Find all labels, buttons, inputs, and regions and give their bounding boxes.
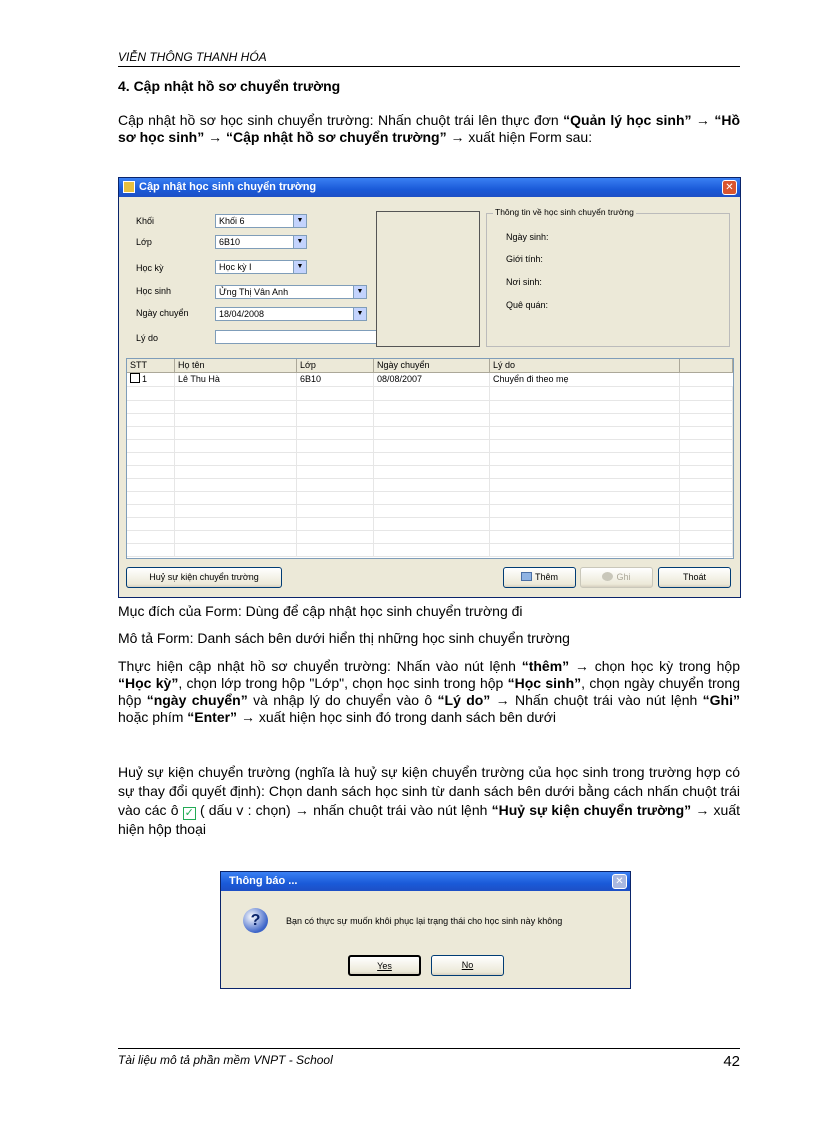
row-ngay: 08/08/2007 xyxy=(374,373,490,386)
empty-table-row xyxy=(127,426,733,440)
label-lydo: Lý do xyxy=(136,333,159,343)
empty-table-row xyxy=(127,387,733,401)
footer-text: Tài liệu mô tả phần mềm VNPT - School xyxy=(118,1053,333,1067)
empty-cell xyxy=(374,504,490,517)
question-icon: ? xyxy=(243,908,268,933)
empty-cell xyxy=(374,413,490,426)
empty-cell xyxy=(680,439,733,452)
lop-value: 6B10 xyxy=(219,237,241,247)
col-lop[interactable]: Lớp xyxy=(297,359,374,372)
empty-table-row xyxy=(127,517,733,531)
info-quequan: Quê quán: xyxy=(506,300,549,310)
page-number: 42 xyxy=(723,1053,740,1070)
empty-cell xyxy=(490,413,680,426)
empty-cell xyxy=(374,400,490,413)
empty-cell xyxy=(127,543,175,556)
table-row[interactable] xyxy=(127,373,733,387)
empty-cell xyxy=(175,452,297,465)
empty-table-row xyxy=(127,491,733,505)
save-label: Ghi xyxy=(616,572,631,582)
empty-cell xyxy=(680,387,733,400)
empty-cell xyxy=(680,530,733,543)
empty-table-row xyxy=(127,452,733,466)
purpose-paragraph: Mục đích của Form: Dùng để cập nhật học sinh chuyển trường đi xyxy=(118,603,523,619)
empty-cell xyxy=(490,504,680,517)
empty-cell xyxy=(490,426,680,439)
empty-cell xyxy=(127,426,175,439)
empty-cell xyxy=(127,530,175,543)
chevron-down-icon[interactable]: ▼ xyxy=(293,236,306,248)
empty-cell xyxy=(175,530,297,543)
info-gioitinh: Giới tính: xyxy=(506,254,543,264)
empty-cell xyxy=(297,452,374,465)
empty-cell xyxy=(680,413,733,426)
add-button[interactable] xyxy=(503,567,576,588)
empty-cell xyxy=(680,478,733,491)
add-label: Thêm xyxy=(534,572,558,582)
empty-cell xyxy=(175,465,297,478)
empty-cell xyxy=(127,478,175,491)
empty-cell xyxy=(490,517,680,530)
transfer-form-window xyxy=(118,177,741,598)
col-hoten[interactable]: Họ tên xyxy=(175,359,297,372)
student-photo xyxy=(376,211,480,347)
close-icon[interactable]: ✕ xyxy=(722,180,737,195)
empty-cell xyxy=(127,517,175,530)
hocsinh-value: Ửng Thị Vân Anh xyxy=(219,287,289,297)
info-noisinh: Nơi sinh: xyxy=(506,277,542,287)
row-lop: 6B10 xyxy=(297,373,374,386)
transfer-grid xyxy=(126,358,734,559)
empty-cell xyxy=(175,478,297,491)
dialog-title: Thông báo ... xyxy=(229,875,298,887)
add-icon xyxy=(521,572,532,581)
section-title: 4. Cập nhật hồ sơ chuyển trường xyxy=(118,78,341,94)
info-ngaysinh: Ngày sinh: xyxy=(506,232,549,242)
empty-cell xyxy=(374,452,490,465)
confirm-dialog xyxy=(220,871,631,989)
empty-cell xyxy=(680,517,733,530)
procedure-paragraph: Thực hiện cập nhật hồ sơ chuyển trường: Nhấn vào nút lệnh “thêm” → chọn học kỳ trong hộp “Học kỳ”, chọn lớp trong hộp "Lớp", chọn học sinh trong hộp “Học sinh”, chọn ngày chuyển trong hộp “ngày chuyển” và nhập lý do chuyển vào ô “Lý do” → Nhấn chuột trái vào nút lệnh “Ghi” hoặc phím “Enter” → xuất hiện học sinh đó trong danh sách bên dưới xyxy=(118,658,740,725)
row-checkbox[interactable] xyxy=(130,373,140,383)
empty-cell xyxy=(374,530,490,543)
empty-cell xyxy=(374,426,490,439)
empty-cell xyxy=(680,465,733,478)
col-filler xyxy=(680,359,733,372)
empty-cell xyxy=(490,452,680,465)
empty-cell xyxy=(490,439,680,452)
hocsinh-select[interactable] xyxy=(215,285,367,299)
empty-cell xyxy=(127,452,175,465)
empty-cell xyxy=(297,478,374,491)
khoi-value: Khối 6 xyxy=(219,216,245,226)
empty-table-row xyxy=(127,400,733,414)
empty-cell xyxy=(374,491,490,504)
label-hocsinh: Học sinh xyxy=(136,286,172,296)
empty-cell xyxy=(680,543,733,556)
description-paragraph: Mô tả Form: Danh sách bên dưới hiển thị những học sinh chuyển trường xyxy=(118,630,570,646)
empty-table-row xyxy=(127,439,733,453)
empty-cell xyxy=(175,439,297,452)
ngaychuyen-date[interactable] xyxy=(215,307,367,321)
empty-cell xyxy=(175,387,297,400)
empty-table-row xyxy=(127,465,733,479)
col-stt[interactable]: STT xyxy=(127,359,175,372)
empty-cell xyxy=(490,491,680,504)
empty-cell xyxy=(127,491,175,504)
lop-select[interactable] xyxy=(215,235,307,249)
empty-cell xyxy=(680,426,733,439)
empty-cell xyxy=(490,530,680,543)
row-stt xyxy=(127,373,175,386)
chevron-down-icon[interactable]: ▼ xyxy=(353,308,366,320)
checkbox-checked-icon: ✓ xyxy=(184,807,194,819)
empty-table-row xyxy=(127,504,733,518)
grid-header xyxy=(127,359,733,373)
cancel-paragraph: Huỷ sự kiện chuyển trường (nghĩa là huỷ sự kiện chuyển trường của học sinh trong trường hợp có sự thay đổi quyết định): Chọn danh sách học sinh từ danh sách bên dưới bằng cách nhấn chuột trái vào các ô ✓ ( dấu v : chọn) → nhấn chuột trái vào nút lệnh “Huỷ sự kiện chuyển trường” → xuất hiện hộp thoại xyxy=(118,764,741,837)
empty-cell xyxy=(175,426,297,439)
empty-cell xyxy=(175,413,297,426)
empty-cell xyxy=(297,504,374,517)
empty-cell xyxy=(374,543,490,556)
row-stt-value: 1 xyxy=(142,374,148,384)
empty-cell xyxy=(374,465,490,478)
khoi-select[interactable] xyxy=(215,214,307,228)
empty-cell xyxy=(297,465,374,478)
empty-cell xyxy=(175,491,297,504)
cancel-transfer-button[interactable]: Huỷ sự kiện chuyển trường xyxy=(126,567,282,588)
empty-cell xyxy=(490,465,680,478)
empty-cell xyxy=(297,491,374,504)
empty-cell xyxy=(175,517,297,530)
empty-table-row xyxy=(127,530,733,544)
empty-cell xyxy=(297,387,374,400)
label-khoi: Khối xyxy=(136,216,155,226)
empty-cell xyxy=(374,517,490,530)
label-lop: Lớp xyxy=(136,237,152,247)
empty-table-row xyxy=(127,413,733,427)
empty-cell xyxy=(297,530,374,543)
label-hocky: Học kỳ xyxy=(136,263,164,273)
row-hoten: Lê Thu Hà xyxy=(175,373,297,386)
empty-cell xyxy=(297,413,374,426)
empty-cell xyxy=(175,543,297,556)
empty-cell xyxy=(127,400,175,413)
chevron-down-icon[interactable]: ▼ xyxy=(293,215,306,227)
hocky-value: Học kỳ I xyxy=(219,262,252,272)
yes-button[interactable]: Yes xyxy=(348,955,421,976)
empty-cell xyxy=(297,400,374,413)
dialog-titlebar xyxy=(221,872,630,891)
col-ngay[interactable]: Ngày chuyển xyxy=(374,359,490,372)
empty-cell xyxy=(127,387,175,400)
student-info-group xyxy=(486,207,730,347)
page-footer xyxy=(118,1048,740,1070)
empty-cell xyxy=(297,439,374,452)
empty-cell xyxy=(297,517,374,530)
empty-cell xyxy=(374,478,490,491)
ngaychuyen-value: 18/04/2008 xyxy=(219,309,265,319)
page-header: VIỄN THÔNG THANH HÓA xyxy=(118,50,740,67)
empty-cell xyxy=(127,504,175,517)
empty-cell xyxy=(680,504,733,517)
empty-cell xyxy=(680,491,733,504)
row-lydo: Chuyển đi theo mẹ xyxy=(490,373,680,386)
label-ngaychuyen: Ngày chuyển xyxy=(136,308,189,318)
hocky-select[interactable] xyxy=(215,260,307,274)
dialog-message: Bạn có thực sự muốn khôi phục lại trạng thái cho học sinh này không xyxy=(286,916,563,926)
empty-cell xyxy=(374,387,490,400)
empty-cell xyxy=(490,387,680,400)
empty-cell xyxy=(127,465,175,478)
app-icon xyxy=(123,181,135,193)
empty-cell xyxy=(490,543,680,556)
empty-cell xyxy=(374,439,490,452)
empty-cell xyxy=(680,400,733,413)
save-button[interactable] xyxy=(580,567,653,588)
col-lydo[interactable]: Lý do xyxy=(490,359,680,372)
empty-cell xyxy=(127,439,175,452)
chevron-down-icon[interactable]: ▼ xyxy=(293,261,306,273)
empty-cell xyxy=(490,478,680,491)
empty-cell xyxy=(297,426,374,439)
empty-table-row xyxy=(127,478,733,492)
intro-paragraph: Cập nhật hồ sơ học sinh chuyển trường: Nhấn chuột trái lên thực đơn “Quản lý học sinh” → “Hồ sơ học sinh” → “Cập nhật hồ sơ chuyển trường” → xuất hiện Form sau: xyxy=(118,112,741,145)
chevron-down-icon[interactable]: ▼ xyxy=(353,286,366,298)
empty-cell xyxy=(127,413,175,426)
form-titlebar xyxy=(119,178,740,197)
exit-button[interactable]: Thoát xyxy=(658,567,731,588)
empty-cell xyxy=(490,400,680,413)
empty-cell xyxy=(175,400,297,413)
close-icon[interactable]: ✕ xyxy=(612,874,627,889)
save-icon xyxy=(602,572,613,581)
empty-cell xyxy=(680,452,733,465)
no-button[interactable]: No xyxy=(431,955,504,976)
info-group-title: Thông tin về học sinh chuyển trường xyxy=(495,207,634,217)
empty-table-row xyxy=(127,543,733,557)
form-title: Cập nhật học sinh chuyển trường xyxy=(139,181,317,193)
empty-cell xyxy=(297,543,374,556)
empty-cell xyxy=(175,504,297,517)
